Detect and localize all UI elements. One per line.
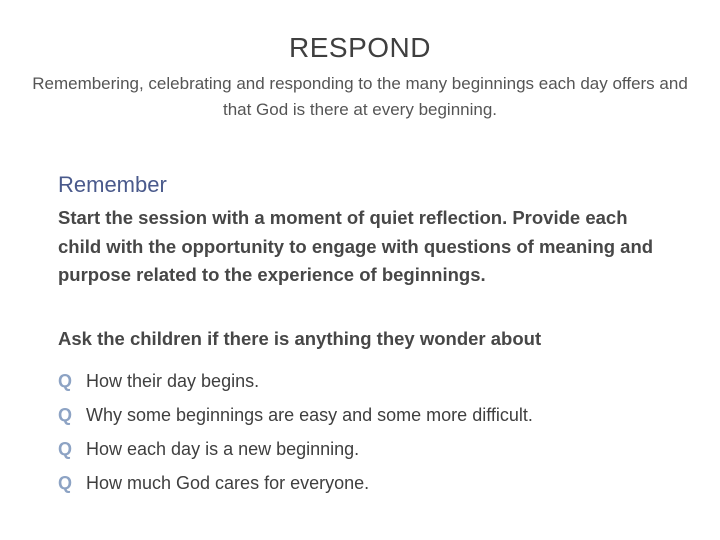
slide-title: RESPOND: [289, 32, 431, 63]
question-marker: Q: [58, 370, 73, 391]
question-text: How their day begins.: [86, 370, 260, 391]
question-item: [58, 398, 533, 432]
question-item: [58, 432, 533, 466]
remember-body: Start the session with a moment of quiet reflection. Provide each child with the opportunity to engage with questions of meaning and purpose related to the experience of beginnings.: [58, 207, 654, 285]
question-marker: Q: [58, 404, 73, 425]
question-text: How much God cares for everyone.: [86, 472, 370, 493]
slide-subtitle: Remembering, celebrating and responding to the many beginnings each day offers and that God is there at every beginning.: [32, 74, 688, 119]
question-marker: Q: [58, 472, 73, 493]
ask-prompt: Ask the children if there is anything they wonder about: [58, 328, 542, 349]
question-item: [58, 364, 533, 398]
question-text: How each day is a new beginning.: [86, 438, 360, 459]
question-list: [58, 364, 533, 500]
question-text: Why some beginnings are easy and some more difficult.: [86, 404, 533, 425]
question-item: [58, 466, 533, 500]
remember-heading: Remember: [58, 172, 167, 197]
question-marker: Q: [58, 438, 73, 459]
